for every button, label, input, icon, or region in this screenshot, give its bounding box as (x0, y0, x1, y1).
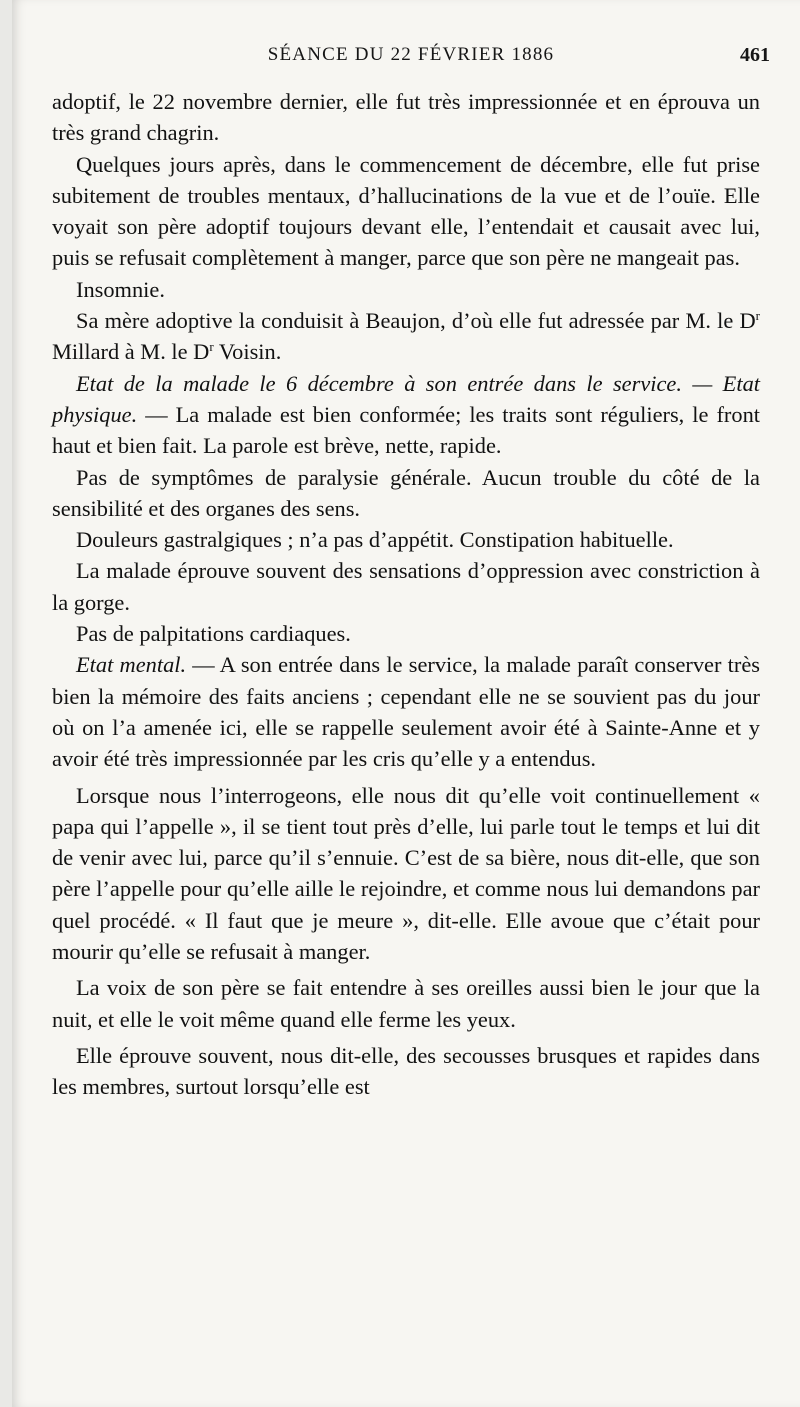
superscript-r-1: r (755, 308, 760, 324)
paragraph-1: adoptif, le 22 novembre dernier, elle fut très impressionnée et en éprouva un très grand chagrin. (52, 89, 760, 146)
paragraph-2: Quelques jours après, dans le commencement de décembre, elle fut prise subitement de troubles mentaux, d’hallucinations de la vue et de l’ouïe. Elle voyait son père adoptif toujours devant elle, l’entendait et causait avec lui, puis se refusait complètement à manger, parce que son père ne mangeait pas. (52, 151, 760, 271)
page-header (52, 44, 770, 74)
running-head: SÉANCE DU 22 FÉVRIER 1886 (267, 44, 555, 65)
paragraph-9: Pas de palpitations cardiaques. (76, 621, 351, 647)
paragraph-4-part-c: Voisin. (213, 339, 282, 365)
superscript-r-2: r (209, 339, 214, 355)
paragraph-8: La malade éprouve souvent des sensations d’oppression avec constriction à la gorge. (52, 558, 760, 615)
page-number: 461 (740, 44, 770, 66)
book-page (12, 0, 800, 1407)
paragraph-10-text: — A son entrée dans le service, la malade paraît conserver très bien la mémoire des faits anciens ; cependant elle ne se souvient pas du jour où on l’a amenée ici, elle se rappelle seulement avoir été à Sainte-Anne et y avoir été très impressionnée par les cris qu’elle y a entendus. (52, 652, 760, 772)
paragraph-5 (52, 368, 760, 462)
paragraph-4-part-a: Sa mère adoptive la conduisit à Beaujon, d’où elle fut adressée par M. le D (76, 308, 756, 334)
paragraph-10 (52, 649, 760, 774)
paragraph-3: Insomnie. (76, 276, 165, 302)
paragraph-4-part-b: Millard à M. le D (52, 339, 210, 365)
paragraph-11: Lorsque nous l’interrogeons, elle nous dit qu’elle voit continuellement « papa qui l’appelle », il se tient tout près d’elle, lui parle tout le temps et lui dit de venir avec lui, parce qu’il s’ennuie. C’est de sa bière, nous dit-elle, que son père l’appelle pour qu’elle aille le rejoindre, et comme nous lui demandons par quel procédé. « Il faut que je meure », dit-elle. Elle avoue que c’était pour mourir qu’elle se refusait à manger. (52, 782, 760, 965)
paragraph-5-text: — La malade est bien conformée; les traits sont réguliers, le front haut et bien fait. La parole est brève, nette, rapide. (52, 401, 760, 459)
paragraph-6: Pas de symptômes de paralysie générale. Aucun trouble du côté de la sensibilité et des organes des sens. (52, 464, 760, 521)
paragraph-13: Elle éprouve souvent, nous dit-elle, des secousses brusques et rapides dans les membres, surtout lorsqu’elle est (52, 1042, 760, 1100)
section-heading-mental: Etat mental. (76, 652, 187, 678)
paragraph-7: Douleurs gastralgiques ; n’a pas d’appétit. Constipation habituelle. (76, 527, 674, 553)
paragraph-4 (52, 305, 760, 368)
paragraph-12: La voix de son père se fait entendre à ses oreilles aussi bien le jour que la nuit, et elle le voit même quand elle ferme les yeux. (52, 975, 760, 1032)
body-text (52, 86, 760, 1103)
section-heading-physical: Etat de la malade le 6 décembre à son entrée dans le service. — Etat physique. (52, 370, 760, 427)
